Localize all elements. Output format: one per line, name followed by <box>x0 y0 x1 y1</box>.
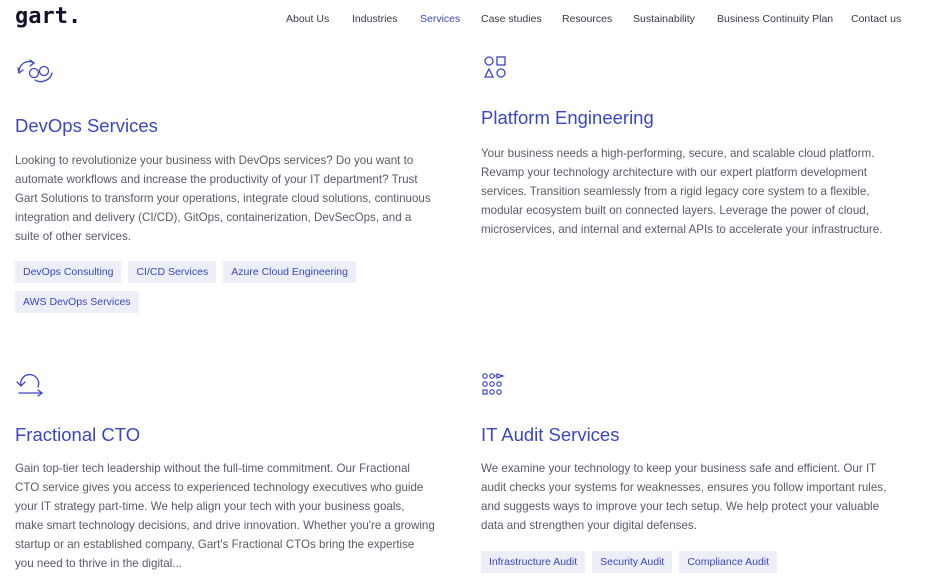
tag-cicd-services[interactable]: CI/CD Services <box>128 261 216 283</box>
nav-about-us[interactable]: About Us <box>286 13 330 25</box>
nav-contact-us[interactable]: Contact us <box>851 13 902 25</box>
card-description: Looking to revolutionize your business with DevOps services? Do you want to automate workflows and increase the productivity of your IT department? Trust Gart Solutions to transform your operations, integrate cloud solutions, continuous integration and delivery (CI/CD), GitOps, containerization, DevSecOps, and a suite of other services. <box>15 154 431 243</box>
tag-compliance-audit[interactable]: Compliance Audit <box>679 551 777 573</box>
tag-azure-cloud-engineering[interactable]: Azure Cloud Engineering <box>223 261 356 283</box>
tag-aws-devops-services[interactable]: AWS DevOps Services <box>15 291 139 313</box>
nav-sustainability[interactable]: Sustainability <box>633 13 695 25</box>
tag-security-audit[interactable]: Security Audit <box>592 551 672 573</box>
card-description: Gain top-tier tech leadership without the full-time commitment. Our Fractional CTO service gives you access to experienced technology executives who guide your IT strategy part-time. We help align your tech with your business goals, make smart technology decisions, and drive innovation. Whether you're a growing startup or an established company, Gart's Fractional CTOs bring the expertise you need to thrive in the digital... <box>15 462 435 570</box>
workflow-icon <box>481 372 507 403</box>
card-title[interactable]: Fractional CTO <box>15 424 141 445</box>
nav-resources[interactable]: Resources <box>562 13 613 25</box>
logo[interactable]: gart. <box>15 4 82 29</box>
tag-infrastructure-audit[interactable]: Infrastructure Audit <box>481 551 585 573</box>
nav-industries[interactable]: Industries <box>352 13 398 25</box>
card-description: We examine your technology to keep your business safe and efficient. Our IT audit checks your systems for weaknesses, ensures you follow important rules, and suggests ways to improve your tech setup. We help protect your valuable data and strengthen your digital defenses. <box>481 462 887 532</box>
tag-list <box>481 551 906 581</box>
card-title[interactable]: IT Audit Services <box>481 424 620 445</box>
nav-case-studies[interactable]: Case studies <box>481 13 542 25</box>
service-card-it-audit <box>481 0 906 573</box>
nav-business-continuity-plan[interactable]: Business Continuity Plan <box>717 13 834 25</box>
nav-services[interactable]: Services <box>420 13 461 25</box>
service-card-fractional-cto <box>15 0 435 573</box>
tag-devops-consulting[interactable]: DevOps Consulting <box>15 261 121 283</box>
card-title[interactable]: Platform Engineering <box>481 107 654 128</box>
circular-arrow-icon <box>15 370 45 403</box>
card-title[interactable]: DevOps Services <box>15 115 158 136</box>
card-description: Your business needs a high-performing, secure, and scalable cloud platform. Revamp your technology architecture with our expert platform development services. Transition seamlessly from a rigid legacy core system to a flexible, modular ecosystem built on connected layers. Leverage the power of cloud, microservices, and internal and external APIs to accelerate your infrastructure. <box>481 147 883 236</box>
